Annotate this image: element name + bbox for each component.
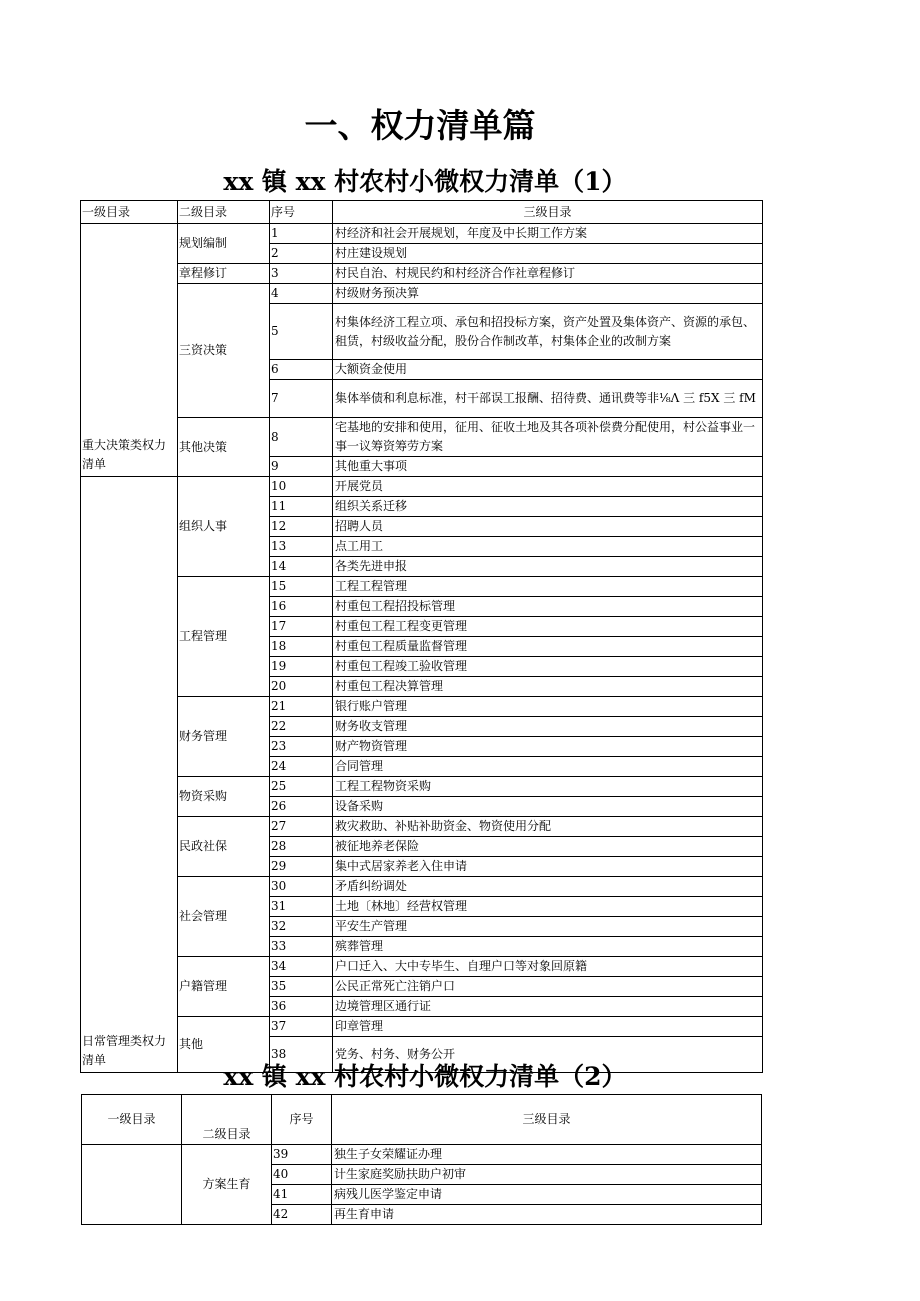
row-number: 40	[272, 1165, 332, 1185]
row-number: 28	[270, 837, 333, 857]
level3-item: 银行账户管理	[333, 697, 763, 717]
header-level2: 二级目录	[182, 1095, 272, 1145]
row-number: 18	[270, 637, 333, 657]
row-number: 3	[270, 264, 333, 284]
table-row	[81, 877, 763, 897]
table-row	[81, 418, 763, 457]
row-number: 22	[270, 717, 333, 737]
level2-category: 社会管理	[178, 877, 270, 957]
level3-item: 被征地养老保险	[333, 837, 763, 857]
level2-category: 工程管理	[178, 577, 270, 697]
level2-category: 三资决策	[178, 284, 270, 418]
level3-item: 村重包工程招投标管理	[333, 597, 763, 617]
table1-title: xx 镇 xx 村农村小微权力清单（1）	[223, 167, 627, 196]
level3-item: 村民自治、村规民约和村经济合作社章程修订	[333, 264, 763, 284]
level2-category: 其他决策	[178, 418, 270, 477]
row-number: 19	[270, 657, 333, 677]
row-number: 11	[270, 497, 333, 517]
level2-category: 方案生育	[182, 1145, 272, 1225]
row-number: 29	[270, 857, 333, 877]
table-row	[81, 957, 763, 977]
level2-category: 财务管理	[178, 697, 270, 777]
table-row	[81, 1017, 763, 1037]
header-seq: 序号	[270, 201, 333, 224]
row-number: 26	[270, 797, 333, 817]
row-number: 32	[270, 917, 333, 937]
level3-item: 平安生产管理	[333, 917, 763, 937]
level3-item: 村重包工程工程变更管理	[333, 617, 763, 637]
row-number: 5	[270, 304, 333, 360]
row-number: 4	[270, 284, 333, 304]
level3-item: 村重包工程竣工验收管理	[333, 657, 763, 677]
row-number: 36	[270, 997, 333, 1017]
row-number: 39	[272, 1145, 332, 1165]
level3-item: 殡葬管理	[333, 937, 763, 957]
header-level1: 一级目录	[82, 1095, 182, 1145]
row-number: 16	[270, 597, 333, 617]
table-row	[81, 264, 763, 284]
header-level2: 二级目录	[178, 201, 270, 224]
row-number: 25	[270, 777, 333, 797]
level3-item: 村重包工程决算管理	[333, 677, 763, 697]
level3-item: 独生子女荣耀证办理	[332, 1145, 762, 1165]
row-number: 14	[270, 557, 333, 577]
level3-item: 党务、村务、财务公开	[333, 1037, 763, 1073]
power-list-table-2	[81, 1094, 762, 1225]
row-number: 41	[272, 1185, 332, 1205]
row-number: 35	[270, 977, 333, 997]
row-number: 9	[270, 457, 333, 477]
header-seq: 序号	[272, 1095, 332, 1145]
level3-item: 合同管理	[333, 757, 763, 777]
table-row	[81, 577, 763, 597]
level2-category: 民政社保	[178, 817, 270, 877]
level3-item: 户口迁入、大中专毕生、自理户口等对象回原籍	[333, 957, 763, 977]
level3-item: 村级财务预决算	[333, 284, 763, 304]
row-number: 24	[270, 757, 333, 777]
level3-item: 财务收支管理	[333, 717, 763, 737]
row-number: 6	[270, 360, 333, 380]
table-row	[81, 777, 763, 797]
row-number: 30	[270, 877, 333, 897]
level3-item: 计生家庭奖励扶助户初审	[332, 1165, 762, 1185]
level3-item: 再生育申请	[332, 1205, 762, 1225]
row-number: 15	[270, 577, 333, 597]
level3-item: 村集体经济工程立项、承包和招投标方案，资产处置及集体资产、资源的承包、租赁，村级收益分配，股份合作制改革，村集体企业的改制方案	[333, 304, 763, 360]
level3-item: 财产物资管理	[333, 737, 763, 757]
header-level1: 一级目录	[81, 201, 178, 224]
table-header-row	[81, 201, 763, 224]
level3-item: 宅基地的安排和使用，征用、征收土地及其各项补偿费分配使用，村公益事业一事一议筹资筹劳方案	[333, 418, 763, 457]
level3-item: 工程工程物资采购	[333, 777, 763, 797]
level2-category: 户籍管理	[178, 957, 270, 1017]
header-level3: 三级目录	[332, 1095, 762, 1145]
row-number: 37	[270, 1017, 333, 1037]
level3-item: 工程工程管理	[333, 577, 763, 597]
level3-item: 开展党员	[333, 477, 763, 497]
table-row	[82, 1145, 762, 1165]
row-number: 31	[270, 897, 333, 917]
row-number: 13	[270, 537, 333, 557]
row-number: 10	[270, 477, 333, 497]
level2-category: 组织人事	[178, 477, 270, 577]
row-number: 1	[270, 224, 333, 244]
level3-item: 大额资金使用	[333, 360, 763, 380]
level3-item: 村重包工程质量监督管理	[333, 637, 763, 657]
table-row	[81, 817, 763, 837]
level3-item: 各类先进申报	[333, 557, 763, 577]
level1-category: 日常管理类权力清单	[81, 477, 178, 1073]
level2-category: 章程修订	[178, 264, 270, 284]
table-header-row	[82, 1095, 762, 1145]
table-row	[81, 697, 763, 717]
level3-item: 招聘人员	[333, 517, 763, 537]
level3-item: 集中式居家养老入住申请	[333, 857, 763, 877]
table2-title: xx 镇 xx 村农村小微权力清单（2）	[223, 1062, 627, 1091]
level3-item: 其他重大事项	[333, 457, 763, 477]
row-number: 2	[270, 244, 333, 264]
level3-item: 病残儿医学鉴定申请	[332, 1185, 762, 1205]
level3-item: 点工用工	[333, 537, 763, 557]
level2-category: 其他	[178, 1017, 270, 1073]
table-row	[81, 477, 763, 497]
page-title: 一、权力清单篇	[304, 106, 536, 145]
row-number: 7	[270, 380, 333, 418]
row-number: 38	[270, 1037, 333, 1073]
level3-item: 矛盾纠纷调处	[333, 877, 763, 897]
row-number: 20	[270, 677, 333, 697]
level3-item: 集体举债和利息标准，村干部误工报酬、招待费、通讯费等非⅛Λ 三 f5X 三 fM	[333, 380, 763, 418]
table-row	[81, 284, 763, 304]
row-number: 17	[270, 617, 333, 637]
level2-category: 物资采购	[178, 777, 270, 817]
level3-item: 印章管理	[333, 1017, 763, 1037]
level3-item: 村经济和社会开展规划，年度及中长期工作方案	[333, 224, 763, 244]
level3-item: 村庄建设规划	[333, 244, 763, 264]
row-number: 23	[270, 737, 333, 757]
level1-category	[82, 1145, 182, 1225]
level3-item: 组织关系迁移	[333, 497, 763, 517]
header-level3: 三级目录	[333, 201, 763, 224]
row-number: 27	[270, 817, 333, 837]
level3-item: 设备采购	[333, 797, 763, 817]
row-number: 34	[270, 957, 333, 977]
row-number: 8	[270, 418, 333, 457]
row-number: 12	[270, 517, 333, 537]
level3-item: 土地〔林地〕经营权管理	[333, 897, 763, 917]
level3-item: 边境管理区通行证	[333, 997, 763, 1017]
power-list-table-1	[80, 200, 763, 1073]
row-number: 42	[272, 1205, 332, 1225]
table-row	[81, 224, 763, 244]
level3-item: 救灾救助、补贴补助资金、物资使用分配	[333, 817, 763, 837]
row-number: 33	[270, 937, 333, 957]
level2-category: 规划编制	[178, 224, 270, 264]
level3-item: 公民正常死亡注销户口	[333, 977, 763, 997]
level1-category: 重大决策类权力清单	[81, 224, 178, 477]
row-number: 21	[270, 697, 333, 717]
